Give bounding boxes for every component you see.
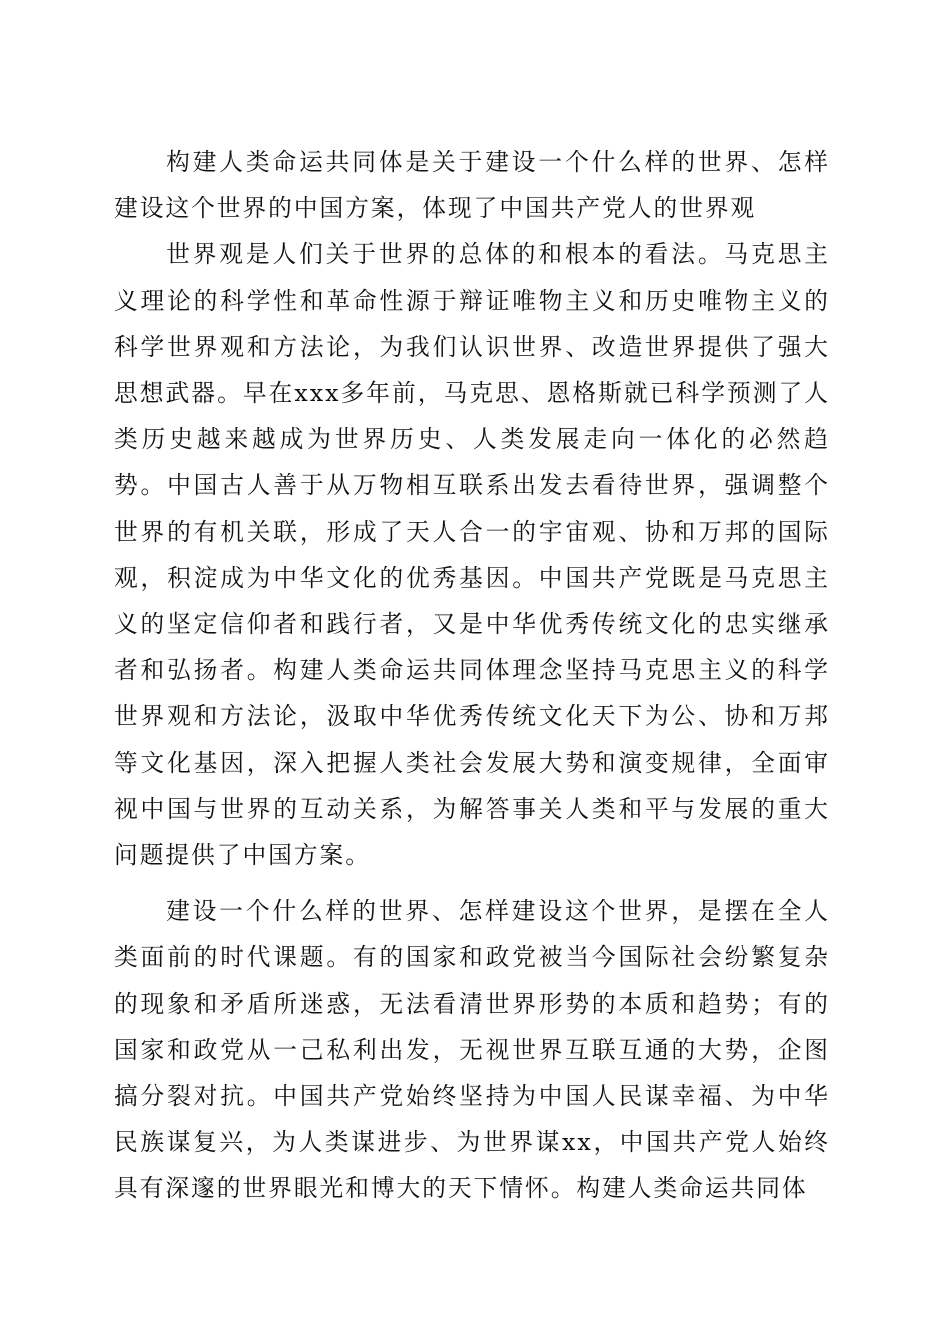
- paragraph-era-topic: 建设一个什么样的世界、怎样建设这个世界，是摆在全人类面前的时代课题。有的国家和政党被当今国际社会纷繁复杂的现象和矛盾所迷惑，无法看清世界形势的本质和趋势；有的国家和政党从一己私利出发，无视世界互联互通的大势，企图搞分裂对抗。中国共产党始终坚持为中国人民谋幸福、为中华民族谋复兴，为人类谋进步、为世界谋xx，中国共产党人始终具有深邃的世界眼光和博大的天下情怀。构建人类命运共同体: [114, 897, 830, 1203]
- paragraph-worldview: 世界观是人们关于世界的总体的和根本的看法。马克思主义理论的科学性和革命性源于辩证唯物主义和历史唯物主义的科学世界观和方法论，为我们认识世界、改造世界提供了强大思想武器。早在xxx多年前，马克思、恩格斯就已科学预测了人类历史越来越成为世界历史、人类发展走向一体化的必然趋势。中国古人善于从万物相互联系出发去看待世界，强调整个世界的有机关联，形成了天人合一的宇宙观、协和万邦的国际观，积淀成为中华文化的优秀基因。中国共产党既是马克思主义的坚定信仰者和践行者，又是中华优秀传统文化的忠实继承者和弘扬者。构建人类命运共同体理念坚持马克思主义的科学世界观和方法论，汲取中华优秀传统文化天下为公、协和万邦等文化基因，深入把握人类社会发展大势和演变规律，全面审视中国与世界的互动关系，为解答事关人类和平与发展的重大问题提供了中国方案。: [114, 240, 830, 870]
- paragraph-heading: 构建人类命运共同体是关于建设一个什么样的世界、怎样建设这个世界的中国方案，体现了中国共产党人的世界观: [114, 148, 830, 223]
- document-body: [114, 139, 830, 1212]
